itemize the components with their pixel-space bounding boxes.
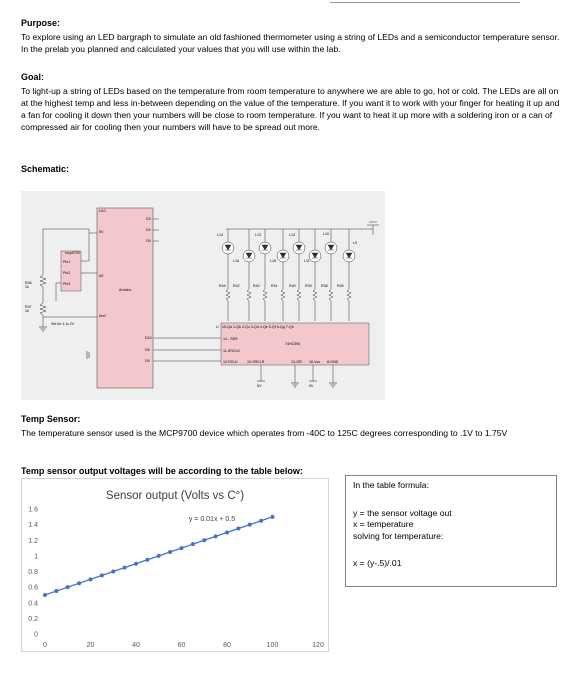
resistor-label: R42: [233, 284, 240, 288]
schematic-drawing: [21, 191, 385, 400]
data-point: [43, 593, 47, 597]
x-tick-label: 20: [86, 642, 95, 649]
trendline-label: y = 0.01x + 0.5: [188, 516, 236, 523]
resistor-label: R42: [253, 284, 260, 288]
chart-title: Sensor output (Volts vs C°): [105, 490, 245, 502]
gnd-pin-label: 8-GND: [327, 360, 339, 364]
pin3-label: Pin3: [63, 282, 71, 286]
y-tick-label: 1.4: [28, 522, 38, 530]
temp-sensor-title: Temp Sensor:: [21, 414, 81, 424]
ground-symbol: [39, 327, 47, 331]
formula-box: [345, 475, 557, 587]
goal-text: To light-up a string of LEDs based on the temperature from room temperature to anywhere we are able to go, hot or cold. The LEDs are all on at the highest temp and less in-between depending on the value of the temperature. If you want it to work with your finger for heating it up and a fan for cooling it down then your numbers will be close to room temperature. If you want to heat it up more with a soldering iron or a can of compressed air for cooling then your numbers will have to be spread out more.: [21, 86, 560, 132]
sensor-chart: [21, 478, 329, 652]
r46-value: 1k: [25, 285, 29, 289]
d9-pin-label: D9: [145, 359, 150, 363]
d4-pin-label: D4: [146, 228, 151, 232]
x-tick-label: 120: [312, 642, 324, 649]
data-point: [77, 581, 81, 585]
y-tick-label: 1.6: [28, 506, 38, 514]
pin2-label: Pin2: [63, 271, 71, 275]
y-tick-label: 0.4: [28, 600, 38, 608]
y-tick-label: 0.8: [28, 569, 38, 576]
vdd-label: 5V: [309, 384, 314, 388]
data-point: [111, 570, 115, 574]
purpose-title: Purpose:: [21, 18, 61, 28]
a0-pin-label: A0: [99, 274, 104, 278]
vdd-label: 5V: [257, 384, 262, 388]
data-point: [89, 577, 93, 581]
led-label: L14: [217, 233, 223, 237]
r46-resistor: [40, 271, 46, 299]
ground-symbol: [329, 383, 337, 387]
x-tick-label: 0: [43, 642, 47, 649]
x-tick-label: 40: [132, 642, 140, 649]
5v-pin-label: 5V: [99, 230, 104, 234]
x-tick-label: 60: [177, 642, 186, 649]
r46-label: R46: [25, 281, 32, 285]
data-point: [259, 519, 263, 523]
resistor-label: R45: [337, 284, 344, 288]
pin1-label: Pin1: [63, 260, 71, 264]
data-point: [180, 546, 184, 550]
data-point: [123, 566, 127, 570]
data-point: [66, 585, 70, 589]
y-tick-label: 0.6: [28, 584, 38, 592]
u10-label: U10: [99, 209, 106, 213]
temp-sensor-text: The temperature sensor used is the MCP9700 device which operates from -40C to 125C degrees corresponding to .1V to 1.75V: [21, 428, 508, 438]
data-point: [271, 515, 275, 519]
ground-symbol: [87, 351, 89, 359]
vcc-pin-label: 16-Vcc: [309, 360, 321, 364]
led-label: L15: [270, 259, 276, 263]
goal-title: Goal:: [21, 72, 45, 82]
d5-pin-label: D5: [146, 239, 151, 243]
resistor-label: R38: [321, 284, 328, 288]
led-label: L9: [353, 241, 357, 245]
data-point: [202, 538, 206, 542]
resistor-label: R40: [289, 284, 296, 288]
chart-svg: [22, 479, 328, 651]
data-point: [191, 542, 195, 546]
data-point: [134, 562, 138, 566]
srclk-pin-label: 11-SRCLK: [223, 349, 240, 353]
table-heading: Temp sensor output voltages will be according to the table below:: [21, 466, 303, 476]
outputs-label: 15-Qa 1-Qb 2-Qc 3-Qd 4-Qe 5-Qf 6-Qg 7-Qh: [222, 325, 294, 329]
purpose-text: To explore using an LED bargraph to simulate an old fashioned thermometer using a string of LEDs and a semiconductor temperature sensor. In the prelab you planned and calculated your values that you will use within the lab.: [21, 32, 560, 54]
led-array: [222, 222, 379, 321]
formula-line: solving for temperature:: [353, 531, 444, 541]
data-point: [214, 534, 218, 538]
arduino-label: Arduino: [119, 288, 132, 292]
ground-symbol: [291, 383, 299, 387]
data-point: [54, 589, 58, 593]
y-tick-label: 1.2: [28, 537, 38, 545]
ic-label: 74HC595: [285, 342, 301, 346]
rclk-pin-label: 12-RCLK: [223, 360, 238, 364]
d3-pin-label: D3: [146, 217, 151, 221]
d10-pin-label: D10: [145, 336, 152, 340]
led-label: L11: [304, 259, 310, 263]
data-point: [168, 550, 172, 554]
sensor-label: mcp9700: [65, 251, 80, 255]
schematic-image: [21, 191, 385, 400]
y-tick-label: 0: [34, 631, 38, 639]
schematic-title: Schematic:: [21, 164, 70, 174]
aref-pin-label: Aref: [99, 314, 106, 318]
resistor-label: R41: [271, 284, 278, 288]
ser-pin-label: 14 - SER: [223, 337, 238, 341]
formula-heading: In the table formula:: [353, 480, 429, 490]
led-label: L16: [233, 259, 239, 263]
led-label: L12: [289, 233, 295, 237]
r47-label: R47: [25, 305, 32, 309]
srclr-pin-label: 10-SRCLR: [247, 360, 265, 364]
data-point: [248, 523, 252, 527]
r47-resistor: [40, 299, 46, 327]
d6-pin-label: D6: [145, 348, 150, 352]
u-label: U: [216, 325, 219, 329]
data-point: [225, 530, 229, 534]
x-tick-label: 80: [223, 642, 231, 649]
y-tick-label: 0.2: [28, 615, 38, 623]
led-label: L10: [323, 232, 329, 236]
data-point: [236, 527, 240, 531]
data-point: [157, 554, 161, 558]
name-underline: [330, 2, 520, 3]
resistor-label: R44: [219, 284, 226, 288]
formula-result: x = (y-.5)/.01: [353, 558, 402, 568]
x-tick-label: 100: [266, 642, 279, 649]
set-note: Set for 1 to 2V: [51, 322, 74, 326]
resistor-label: R39: [305, 284, 312, 288]
r47-value: 1k: [25, 309, 29, 313]
data-point: [100, 573, 104, 577]
led-label: L13: [255, 233, 261, 237]
formula-line: y = the sensor voltage out: [353, 508, 452, 518]
data-point: [145, 558, 149, 562]
formula-line: x = temperature: [353, 519, 414, 529]
oe-pin-label: 13-OE\: [291, 360, 303, 364]
y-tick-label: 1: [34, 553, 38, 561]
